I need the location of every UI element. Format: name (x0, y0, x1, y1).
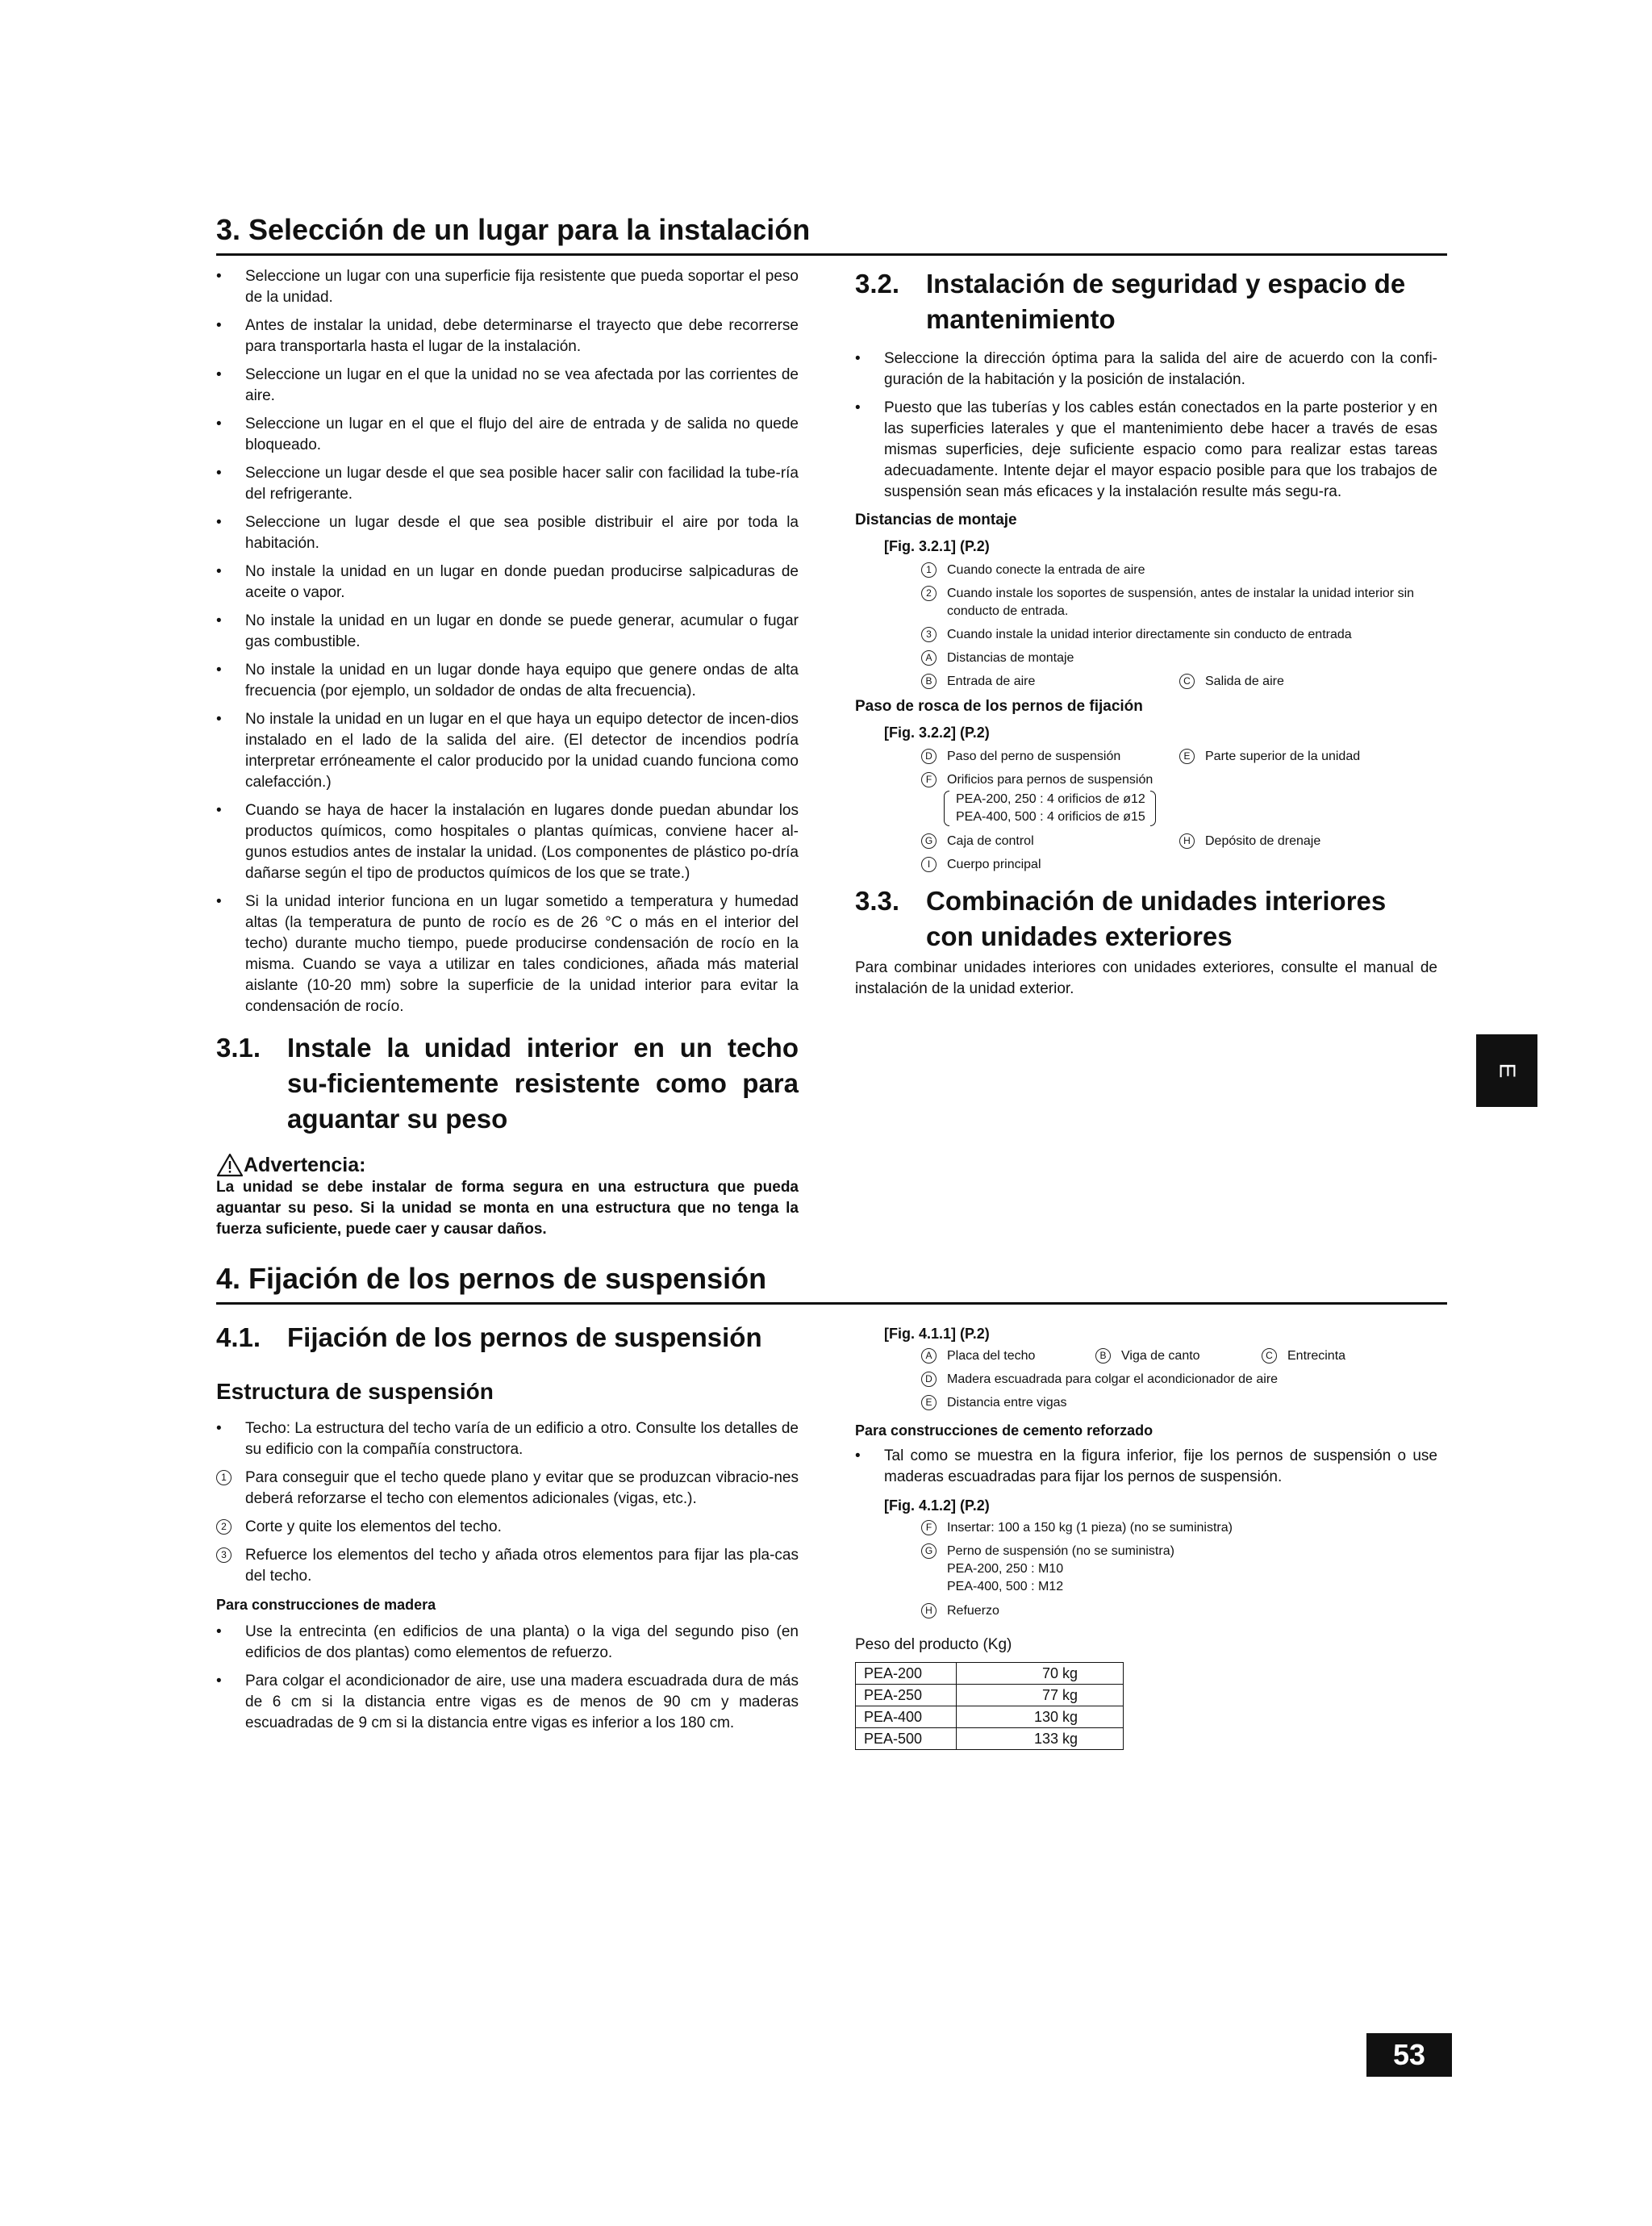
ceiling-bullet-list (216, 1418, 799, 1460)
legend-text: Perno de suspensión (no se suministra) (947, 1544, 1174, 1558)
weight-cell: 70 kg (957, 1663, 1124, 1685)
bullet-item: • Seleccione un lugar con una superficie fija resistente que pueda soportar el peso de la unidad. (216, 266, 799, 308)
legend-marker: 3 (921, 627, 937, 642)
bullet-item: • Seleccione un lugar desde el que sea posible hacer salir con facilidad la tube-ría del refrigerante. (216, 463, 799, 505)
legend-text: Insertar: 100 a 150 kg (1 pieza) (no se suministra) (947, 1521, 1233, 1535)
table-row (856, 1663, 1124, 1685)
bullet-item: • Seleccione la dirección óptima para la salida del aire de acuerdo con la confi-guración de la habitación y la posición de instalación. (855, 349, 1437, 390)
legend-marker: F (921, 772, 937, 787)
legend-marker: 2 (921, 586, 937, 601)
legend-marker: A (921, 1348, 937, 1364)
product-weight-table (855, 1662, 1124, 1750)
numbered-item (216, 1517, 799, 1538)
hole-spec-line: PEA-400, 500 : 4 orificios de ø15 (956, 810, 1145, 824)
wood-bullet-list (216, 1622, 799, 1734)
step-marker: 1 (216, 1470, 232, 1485)
close-bracket (1150, 791, 1156, 826)
legend-marker: I (921, 857, 937, 872)
legend-text: Madera escuadrada para colgar el acondicionador de aire (947, 1372, 1279, 1386)
warning-text: La unidad se debe instalar de forma segura en una estructura que pueda aguantar su peso. Si la unidad se monta en una estructura que no tenga la fuerza suficiente, puede caer y causar daños. (216, 1179, 799, 1238)
bullet-item: • Seleccione un lugar en el que el flujo del aire de entrada y de salida no quede bloqueado. (216, 414, 799, 456)
bullet-item: • Para colgar el acondicionador de aire, use una madera escuadrada dura de más de 6 cm si la distancia entre vigas es de menos de 90 cm y maderas escuadradas de 9 cm si la distancia entre vigas es inferior a los 180 cm. (216, 1671, 799, 1734)
page-number: 53 (1366, 2033, 1452, 2077)
legend-marker: G (921, 833, 937, 849)
hole-spec-line: PEA-200, 250 : 4 orificios de ø12 (956, 792, 1145, 806)
fig-3-2-2-label: [Fig. 3.2.2] (P.2) (884, 725, 990, 741)
legend-item (921, 649, 1437, 667)
bullet-item: • Techo: La estructura del techo varía de un edificio a otro. Consulte los detalles de su edificio con la compañía constructora. (216, 1418, 799, 1460)
weight-cell: 130 kg (957, 1706, 1124, 1728)
section-4-left-column (216, 1320, 799, 1741)
legend-marker: H (1179, 833, 1195, 849)
model-cell: PEA-500 (856, 1728, 957, 1750)
bullet-item: • Si la unidad interior funciona en un lugar sometido a temperatura y humedad altas (la temperatura de punto de rocío es de 26 °C o más en el interior del techo) durante mucho tiempo, puede producirse condensación de rocío en la misma. Cuando se vaya a utilizar en tales condiciones, añada más material aislante (10-20 mm) sobre la superficie de la unidad interior para evitar la condensación de rocío. (216, 892, 799, 1017)
warning-triangle-icon (216, 1153, 244, 1177)
legend-text: Entrada de aire (947, 674, 1036, 688)
model-cell: PEA-200 (856, 1663, 957, 1685)
legend-text: Distancia entre vigas (947, 1396, 1067, 1410)
legend-pair (921, 748, 1437, 766)
legend-marker: 1 (921, 562, 937, 578)
model-cell: PEA-250 (856, 1685, 957, 1706)
subsection-number: 3.3. (855, 886, 900, 916)
legend-text: Caja de control (947, 834, 1034, 848)
bullet-item: • Use la entrecinta (en edificios de una planta) o la viga del segundo piso (en edificios de dos plantas) como elementos de refuerzo. (216, 1622, 799, 1664)
numbered-item (216, 1545, 799, 1587)
legend-marker: B (921, 674, 937, 689)
legend-marker: F (921, 1520, 937, 1535)
subsection-title: Instale la unidad interior en un techo su-ficientemente resistente como para aguantar su peso (287, 1033, 799, 1134)
subsection-title: Instalación de seguridad y espacio de mantenimiento (926, 269, 1406, 334)
legend-text: Cuando conecte la entrada de aire (947, 563, 1145, 577)
legend-pair (921, 673, 1437, 691)
legend-text: Depósito de drenaje (1205, 834, 1321, 848)
maintenance-bullet-list (855, 349, 1437, 503)
legend-text: Distancias de montaje (947, 651, 1074, 665)
bullet-item: • Cuando se haya de hacer la instalación en lugares donde puedan abundar los productos químicos, como hospitales o plantas químicas, conviene hacer al-gunos estudios antes de instalar la unidad. (Los componentes de plástico po-dría dañarse según el tipo de productos químicos de los que se trate.) (216, 800, 799, 884)
table-row (856, 1706, 1124, 1728)
language-tab (1476, 1034, 1537, 1107)
subsection-title: Fijación de los pernos de suspensión (287, 1322, 762, 1352)
suspension-structure-heading: Estructura de suspensión (216, 1379, 494, 1404)
subsection-number: 3.1. (216, 1033, 261, 1063)
legend-marker: C (1179, 674, 1195, 689)
bolt-spec-line: PEA-200, 250 : M10 (947, 1562, 1064, 1576)
step-text: Corte y quite los elementos del techo. (245, 1518, 502, 1535)
subsection-number: 4.1. (216, 1322, 261, 1352)
legend-marker: D (921, 1372, 937, 1387)
legend-item (921, 856, 1437, 874)
bullet-item: • Seleccione un lugar desde el que sea posible distribuir el aire por toda la habitación. (216, 512, 799, 554)
legend-text: Cuando instale los soportes de suspensión, antes de instalar la unidad interior sin conducto de entrada. (947, 587, 1415, 618)
legend-item (921, 585, 1437, 620)
section-4-right-column (855, 1323, 1437, 1750)
step-marker: 3 (216, 1547, 232, 1563)
step-text: Refuerce los elementos del techo y añada otros elementos para fijar las pla-cas del techo. (245, 1547, 799, 1585)
section-4-title: 4. Fijación de los pernos de suspensión (216, 1260, 1447, 1305)
warning-heading (216, 1153, 799, 1177)
weight-cell: 77 kg (957, 1685, 1124, 1706)
legend-marker: D (921, 749, 937, 764)
step-marker: 2 (216, 1519, 232, 1535)
subsection-3-2-heading (855, 266, 1437, 337)
legend-text: Salida de aire (1205, 674, 1284, 688)
legend-item (921, 771, 1437, 789)
step-text: Para conseguir que el techo quede plano y evitar que se produzcan vibracio-nes deberá reforzarse el techo con elementos adicionales (vigas, etc.). (245, 1469, 799, 1507)
legend-item (921, 562, 1437, 579)
bullet-item: • Seleccione un lugar en el que la unidad no se vea afectada por las corrientes de aire. (216, 365, 799, 407)
wood-construction-label: Para construcciones de madera (216, 1597, 436, 1613)
legend-marker: G (921, 1543, 937, 1559)
weight-cell: 133 kg (957, 1728, 1124, 1750)
legend-item (921, 1602, 1437, 1620)
section-3-title: 3. Selección de un lugar para la instalación (216, 211, 1447, 256)
subsection-number: 3.2. (855, 269, 900, 299)
fig-3-2-1-legend (855, 562, 1437, 691)
bullet-item: • No instale la unidad en un lugar en donde se puede generar, acumular o fugar gas combustible. (216, 611, 799, 653)
table-row (856, 1685, 1124, 1706)
legend-text: Orificios para pernos de suspensión (947, 773, 1153, 787)
legend-marker: E (1179, 749, 1195, 764)
legend-marker: B (1095, 1348, 1111, 1364)
fig-3-2-2-legend (855, 748, 1437, 874)
legend-item (921, 1371, 1437, 1389)
legend-item (921, 1543, 1437, 1596)
fig-4-1-2-legend (855, 1519, 1437, 1620)
thread-pitch-label: Paso de rosca de los pernos de fijación (855, 698, 1143, 715)
bullet-item: • Antes de instalar la unidad, debe determinarse el trayecto que debe recorrerse para transportarla hasta el lugar de la instalación. (216, 315, 799, 357)
reinforced-concrete-label: Para construcciones de cemento reforzado (855, 1422, 1153, 1439)
placement-bullet-list (216, 266, 799, 1017)
mounting-distances-label: Distancias de montaje (855, 512, 1017, 528)
legend-marker: E (921, 1395, 937, 1410)
section-3-left-column (216, 266, 799, 1240)
model-cell: PEA-400 (856, 1706, 957, 1728)
legend-text: Cuando instale la unidad interior directamente sin conducto de entrada (947, 628, 1352, 641)
table-row (856, 1728, 1124, 1750)
legend-text: Entrecinta (1287, 1349, 1346, 1363)
legend-item (921, 626, 1437, 644)
fig-4-1-2-label: [Fig. 4.1.2] (P.2) (884, 1497, 990, 1514)
concrete-bullet-list (855, 1446, 1437, 1488)
subsection-3-3-heading (855, 883, 1437, 954)
bullet-item: • Puesto que las tuberías y los cables están conectados en la parte posterior y en las superficies laterales y que el mantenimiento debe hacer a través de esas mismas superficies, deje suficiente espacio como para realizar estas tareas adecuadamente. Intente dejar el mayor espacio posible para que los trabajos de suspensión sean más eficaces y la instalación resulte más segu-ra. (855, 398, 1437, 503)
language-tab-letter: E (1495, 1063, 1520, 1079)
combination-text: Para combinar unidades interiores con unidades exteriores, consulte el manual de instalación de la unidad exterior. (855, 959, 1437, 997)
fig-4-1-1-legend (855, 1347, 1437, 1412)
legend-marker: H (921, 1603, 937, 1618)
subsection-4-1-heading (216, 1320, 799, 1355)
legend-text: Paso del perno de suspensión (947, 750, 1121, 763)
legend-row (921, 1347, 1437, 1365)
bolt-spec-line: PEA-400, 500 : M12 (947, 1580, 1064, 1593)
section-3-right-column (855, 266, 1437, 1000)
legend-text: Viga de canto (1121, 1349, 1200, 1363)
legend-marker: A (921, 650, 937, 666)
bullet-item: • No instale la unidad en un lugar en el que haya un equipo detector de incen-dios instalado en el lado de la salida del aire. (El detector de incendios podría interpretar erróneamente el calor producido por la unidad cuando funciona como calefacción.) (216, 709, 799, 793)
subsection-3-1-heading (216, 1030, 799, 1137)
warning-title: Advertencia: (244, 1154, 366, 1176)
legend-text: Placa del techo (947, 1349, 1036, 1363)
legend-text: Cuerpo principal (947, 858, 1041, 871)
numbered-item (216, 1468, 799, 1510)
legend-pair (921, 833, 1437, 850)
product-weight-label: Peso del producto (Kg) (855, 1636, 1012, 1653)
legend-text: Parte superior de la unidad (1205, 750, 1361, 763)
bullet-item: • No instale la unidad en un lugar donde haya equipo que genere ondas de alta frecuencia (por ejemplo, un soldador de ondas de alta frecuencia). (216, 660, 799, 702)
open-bracket (944, 791, 949, 826)
subsection-title: Combinación de unidades interiores con unidades exteriores (926, 886, 1387, 951)
legend-marker: C (1262, 1348, 1277, 1364)
legend-text: Refuerzo (947, 1604, 999, 1618)
fig-3-2-1-label: [Fig. 3.2.1] (P.2) (884, 538, 990, 554)
hole-spec-group (944, 791, 1437, 826)
legend-item (921, 1519, 1437, 1537)
bullet-item: • Tal como se muestra en la figura inferior, fije los pernos de suspensión o use maderas escuadradas para fijar los pernos de suspensión. (855, 1446, 1437, 1488)
legend-item (921, 1394, 1437, 1412)
fig-4-1-1-label: [Fig. 4.1.1] (P.2) (884, 1326, 990, 1342)
bullet-item: • No instale la unidad en un lugar en donde puedan producirse salpicaduras de aceite o vapor. (216, 562, 799, 603)
